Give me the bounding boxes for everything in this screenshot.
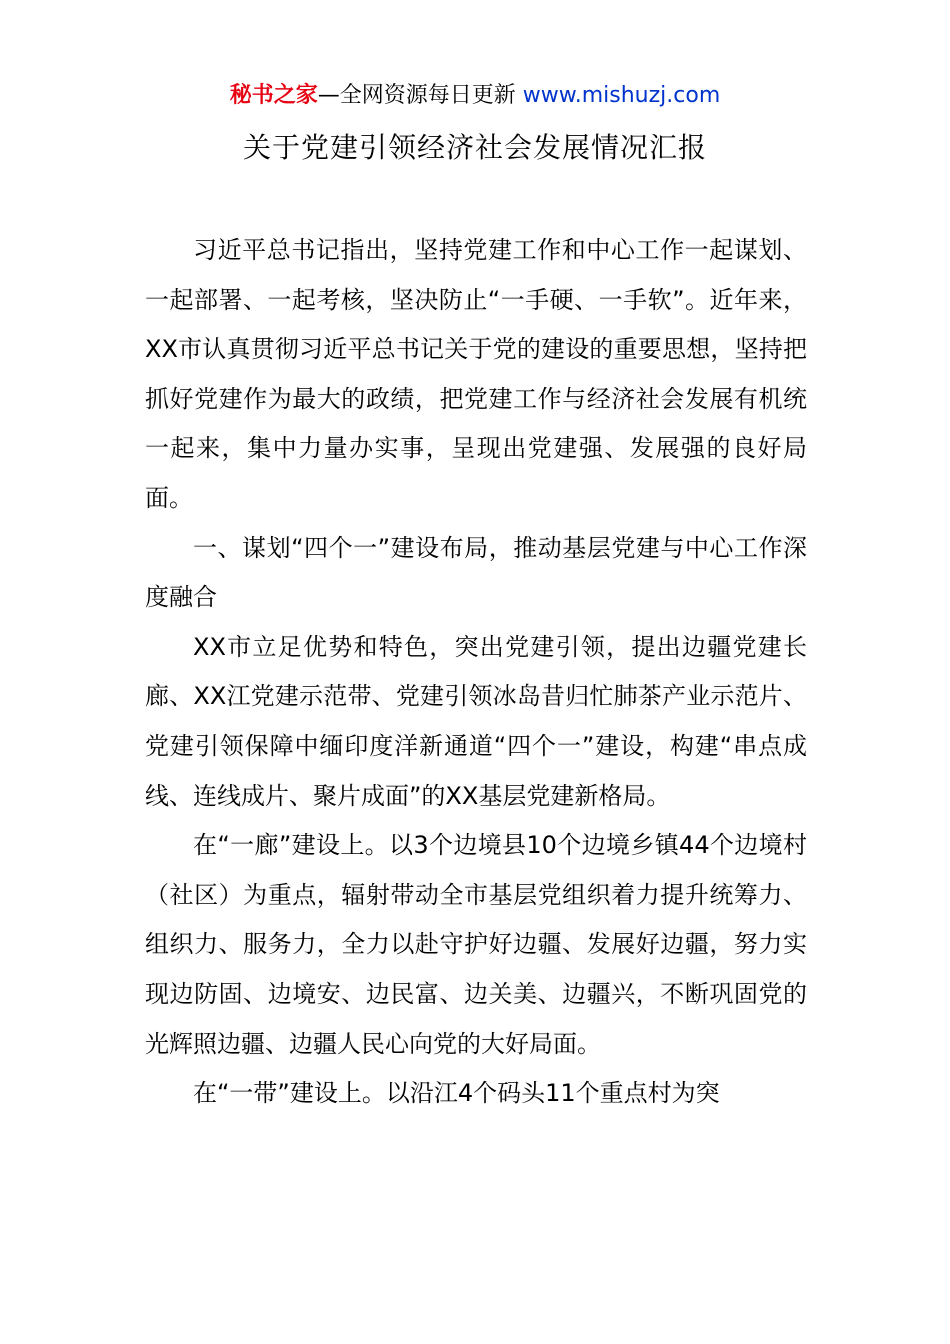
document-body <box>145 226 807 1119</box>
paragraph-overview: XX市立足优势和特色，突出党建引领，提出边疆党建长廊、XX江党建示范带、党建引领冰岛昔归忙肺茶产业示范片、党建引领保障中缅印度洋新通道“四个一”建设，构建“串点成线、连线成片、聚片成面”的XX基层党建新格局。 <box>145 632 807 810</box>
paragraph-corridor: 在“一廊”建设上。以3个边境县10个边境乡镇44个边境村（社区）为重点，辐射带动全市基层党组织着力提升统筹力、组织力、服务力，全力以赴守护好边疆、发展好边疆，努力实现边防固、边境安、边民富、边关美、边疆兴，不断巩固党的光辉照边疆、边疆人民心向党的大好局面。 <box>145 831 807 1058</box>
site-header <box>0 80 950 112</box>
document-title: 关于党建引领经济社会发展情况汇报 <box>242 131 707 164</box>
section-heading-1: 一、谋划“四个一”建设布局，推动基层党建与中心工作深度融合 <box>145 533 807 612</box>
header-tagline: —全网资源每日更新 <box>317 83 523 108</box>
site-url[interactable]: www.mishuzj.com <box>522 83 721 108</box>
brand-name: 秘书之家 <box>229 83 318 108</box>
paragraph-belt: 在“一带”建设上。以沿江4个码头11个重点村为突 <box>193 1079 720 1108</box>
paragraph-intro: 习近平总书记指出，坚持党建工作和中心工作一起谋划、一起部署、一起考核，坚决防止“一手硬、一手软”。近年来，XX市认真贯彻习近平总书记关于党的建设的重要思想，坚持把抓好党建作为最大的政绩，把党建工作与经济社会发展有机统一起来，集中力量办实事，呈现出党建强、发展强的良好局面。 <box>145 236 807 512</box>
